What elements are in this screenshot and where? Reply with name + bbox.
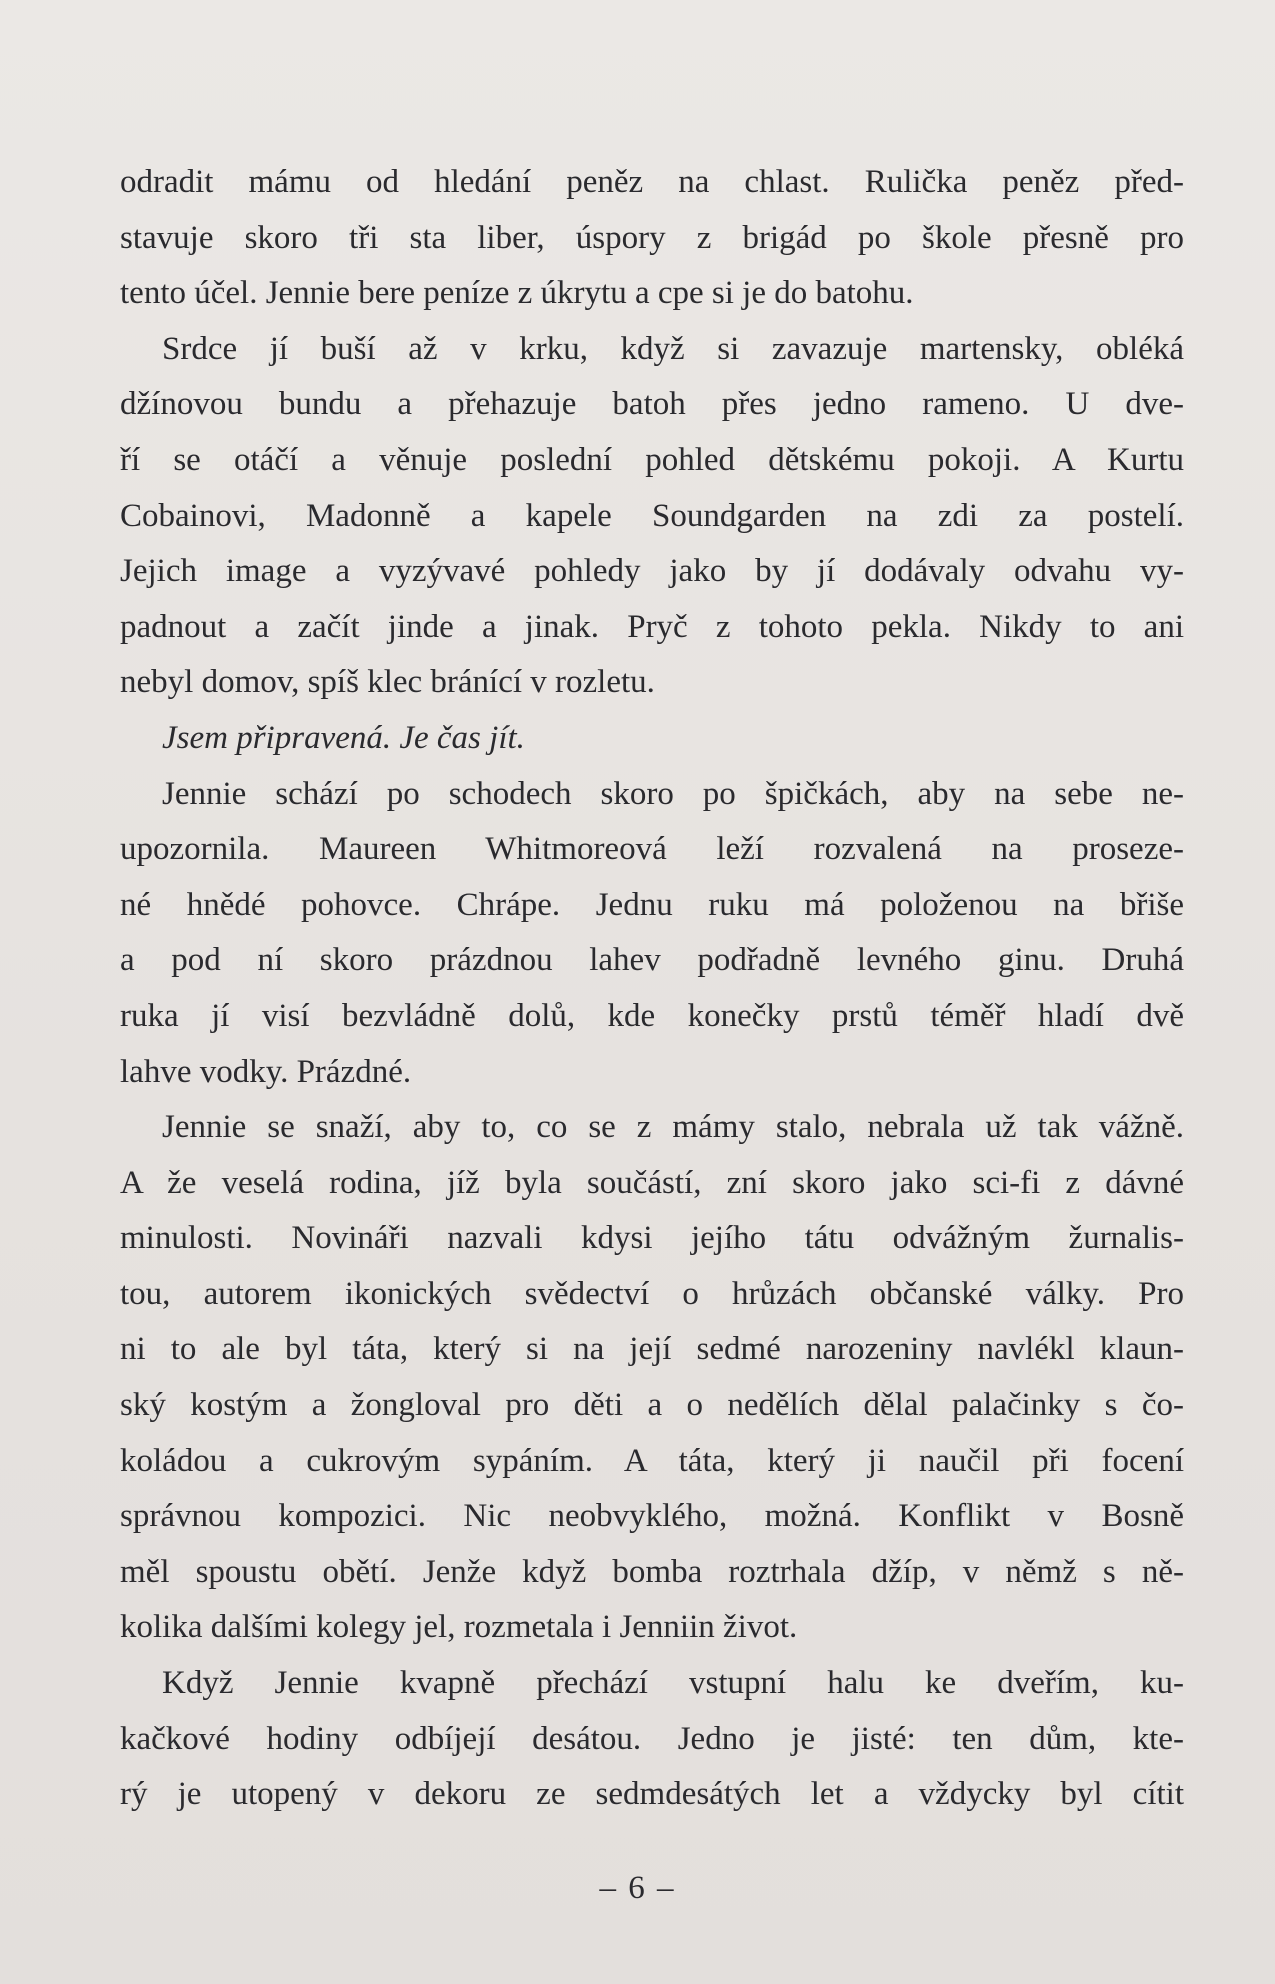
paragraph-line: kolika dalšími kolegy jel, rozmetala i Jenniin život. xyxy=(120,1609,798,1646)
paragraph-line: správnou kompozici. Nic neobvyklého, možná. Konflikt v Bosně xyxy=(120,1498,1184,1535)
paragraph-line: upozornila. Maureen Whitmoreová leží rozvalená na proseze- xyxy=(120,831,1184,868)
paragraph-line: padnout a začít jinde a jinak. Pryč z tohoto pekla. Nikdy to ani xyxy=(120,608,1184,645)
paragraph-line: ruka jí visí bezvládně dolů, kde konečky prstů téměř hladí dvě xyxy=(120,997,1184,1034)
paragraph-line: ří se otáčí a věnuje poslední pohled dětskému pokoji. A Kurtu xyxy=(120,441,1184,478)
paragraph-line: Cobainovi, Madonně a kapele Soundgarden na zdi za postelí. xyxy=(120,497,1184,534)
paragraph-line: měl spoustu obětí. Jenže když bomba roztrhala džíp, v němž s ně- xyxy=(120,1553,1184,1590)
paragraph-line: lahve vodky. Prázdné. xyxy=(120,1053,412,1090)
paragraph-line: né hnědé pohovce. Chrápe. Jednu ruku má položenou na břiše xyxy=(120,886,1184,923)
paragraph-line: džínovou bundu a přehazuje batoh přes jedno rameno. U dve- xyxy=(120,386,1184,423)
paragraph-line: ský kostým a žongloval pro děti a o nedělích dělal palačinky s čo- xyxy=(120,1387,1184,1424)
paragraph-first-line: Jennie schází po schodech skoro po špičkách, aby na sebe ne- xyxy=(162,775,1184,812)
paragraph-first-line: odradit mámu od hledání peněz na chlast. Rulička peněz před- xyxy=(120,164,1184,200)
paragraph-line: tento účel. Jennie bere peníze z úkrytu a cpe si je do batohu. xyxy=(120,275,914,312)
body-text xyxy=(120,155,1184,1823)
paragraph-first-line: Srdce jí buší až v krku, když si zavazuje martensky, obléká xyxy=(162,330,1184,367)
paragraph-line: rý je utopený v dekoru ze sedmdesátých let a vždycky byl cítit xyxy=(120,1776,1184,1813)
paragraph-line: Jejich image a vyzývavé pohledy jako by jí dodávaly odvahu vy- xyxy=(120,553,1184,590)
page-number: – 6 – xyxy=(599,1870,676,1906)
paragraph-line: kačkové hodiny odbíjejí desátou. Jedno je jisté: ten dům, kte- xyxy=(120,1720,1184,1757)
paragraph-first-line: Jennie se snaží, aby to, co se z mámy stalo, nebrala už tak vážně. xyxy=(162,1109,1184,1146)
paragraph-line: ni to ale byl táta, který si na její sedmé narozeniny navlékl klaun- xyxy=(120,1331,1184,1368)
paragraph-line: A že veselá rodina, jíž byla součástí, zní skoro jako sci-fi z dávné xyxy=(120,1164,1184,1201)
paragraph-line: minulosti. Novináři nazvali kdysi jejího tátu odvážným žurnalis- xyxy=(120,1220,1184,1257)
paragraph-first-line: Jsem připravená. Je čas jít. xyxy=(162,719,525,756)
paragraph-line: nebyl domov, spíš klec bránící v rozletu. xyxy=(120,664,655,701)
paragraph-line: tou, autorem ikonických svědectví o hrůzách občanské války. Pro xyxy=(120,1275,1184,1312)
paragraph-line: koládou a cukrovým sypáním. A táta, který ji naučil při focení xyxy=(120,1442,1184,1479)
paragraph-line: a pod ní skoro prázdnou lahev podřadně levného ginu. Druhá xyxy=(120,942,1184,979)
paragraph-first-line: Když Jennie kvapně přechází vstupní halu ke dveřím, ku- xyxy=(162,1665,1184,1702)
paragraph-line: stavuje skoro tři sta liber, úspory z brigád po škole přesně pro xyxy=(120,219,1184,256)
